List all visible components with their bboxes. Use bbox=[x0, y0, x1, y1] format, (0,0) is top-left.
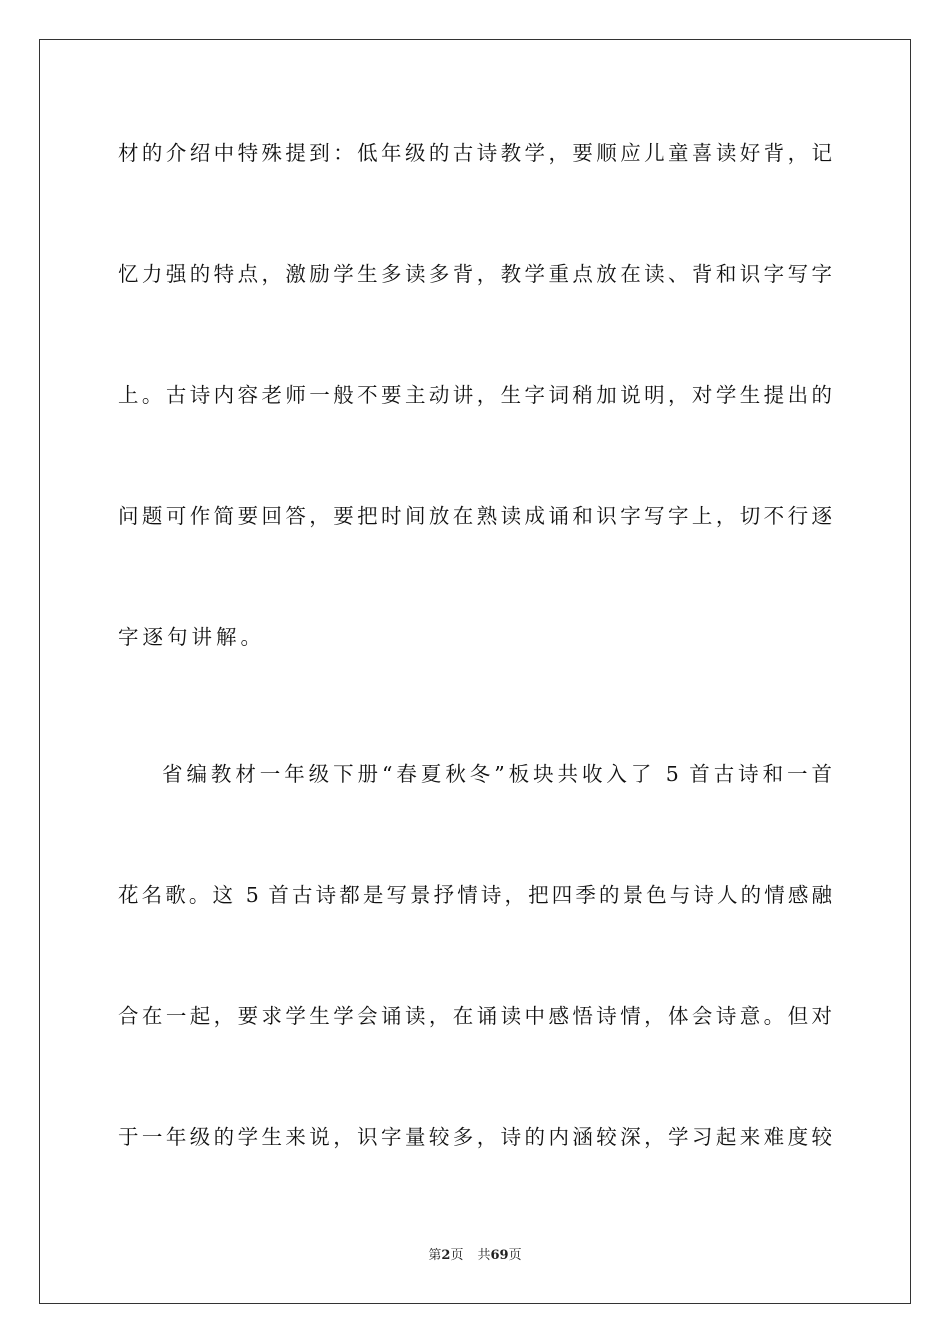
page-suffix: 页 bbox=[450, 1248, 464, 1263]
total-pages: 69 bbox=[490, 1248, 509, 1263]
page-prefix: 第 bbox=[428, 1248, 442, 1263]
paragraph-line: 材的介绍中特殊提到：低年级的古诗教学，要顺应儿童喜读好背，记 bbox=[118, 141, 832, 165]
paragraph-line: 上。古诗内容老师一般不要主动讲，生字词稍加说明，对学生提出的 bbox=[118, 383, 832, 407]
paragraph-line: 省编教材一年级下册“春夏秋冬”板块共收入了 5 首古诗和一首 bbox=[162, 762, 832, 786]
paragraph-line: 花名歌。这 5 首古诗都是写景抒情诗，把四季的景色与诗人的情感融 bbox=[118, 883, 832, 907]
paragraph-line: 字逐句讲解。 bbox=[118, 625, 265, 649]
page-border bbox=[39, 39, 911, 1304]
page-number: 2 bbox=[441, 1248, 451, 1263]
total-suffix: 页 bbox=[508, 1248, 522, 1263]
paragraph-line: 于一年级的学生来说，识字量较多，诗的内涵较深，学习起来难度较 bbox=[118, 1125, 832, 1149]
paragraph-line: 合在一起，要求学生学会诵读，在诵读中感悟诗情，体会诗意。但对 bbox=[118, 1004, 832, 1028]
page-footer bbox=[0, 1247, 950, 1265]
total-prefix: 共 bbox=[477, 1248, 491, 1263]
paragraph-line: 忆力强的特点，激励学生多读多背，教学重点放在读、背和识字写字 bbox=[118, 262, 832, 286]
paragraph-line: 问题可作简要回答，要把时间放在熟读成诵和识字写字上，切不行逐 bbox=[118, 504, 832, 528]
